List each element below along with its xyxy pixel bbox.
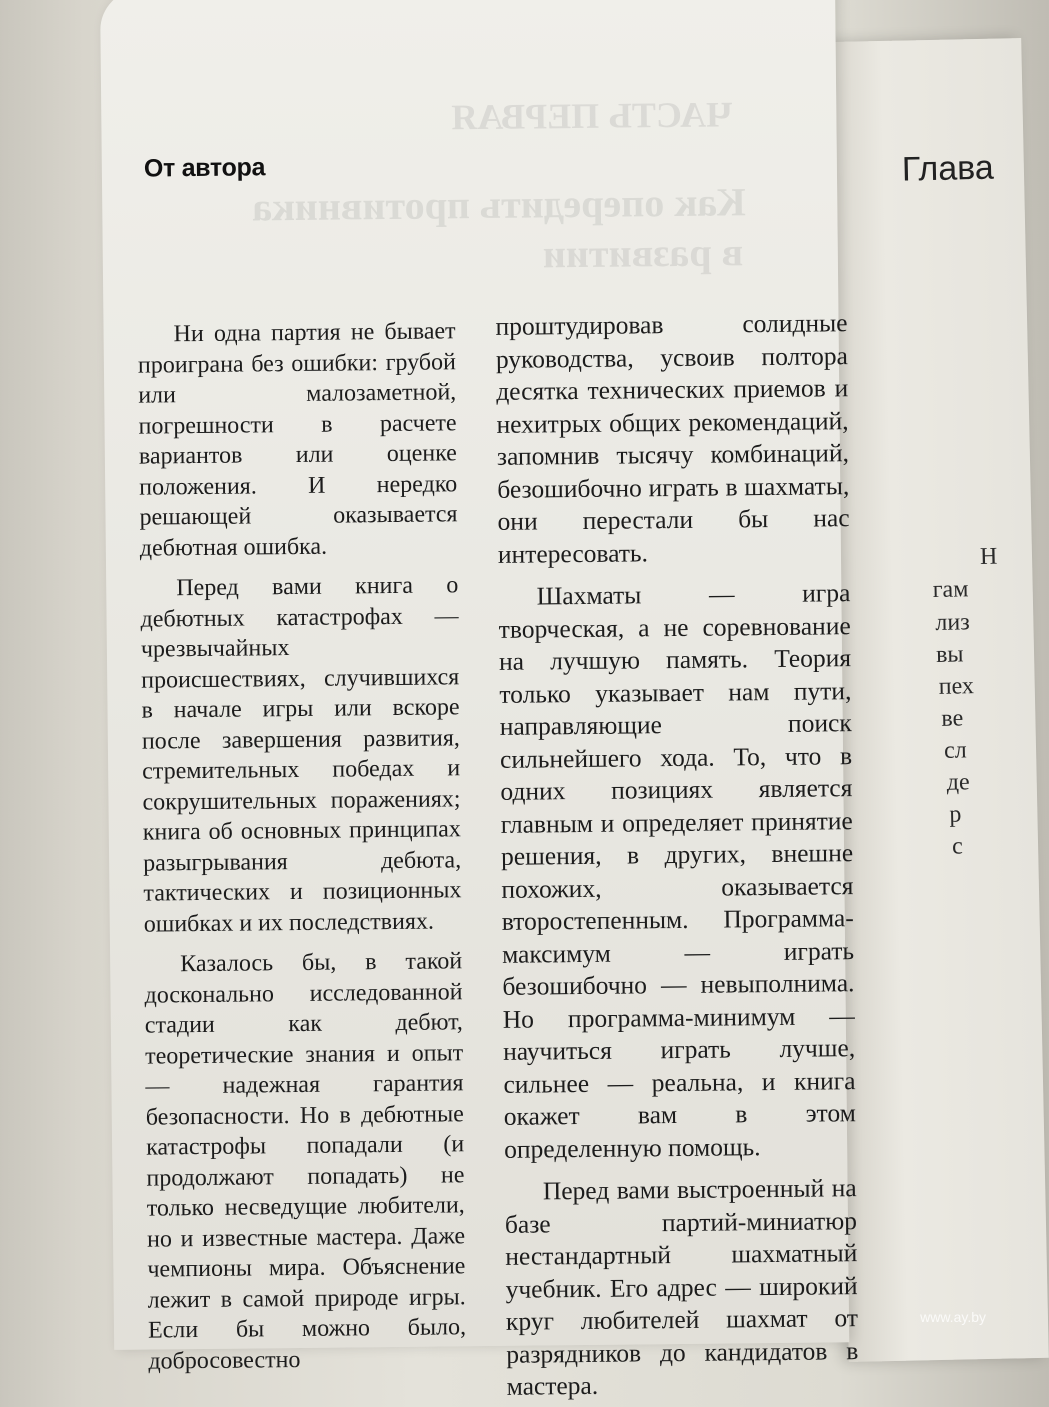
text-column-left [137,316,466,1376]
show-through-text: ЧАСТЬ ПЕРВАЯ [451,94,733,138]
book-page [100,0,859,1401]
facing-page-text-fragment: Н [979,543,998,571]
paragraph: Казалось бы, в такой досконально исследованной стадии как дебют, теоретические знания и опыт — надежная гарантия безопасности. Но в дебютные катастрофы попадали (и продолжают попадать) не только несведущие любители, но и известные мастера. Даже чемпионы мира. Объяснение лежит в самой природе игры. Если бы можно было, добросовестно [144,948,467,1375]
show-through-text: Как опередить противника [252,179,746,230]
facing-page-text-fragment: сл [943,737,967,764]
page-title: От автора [143,153,266,183]
paragraph: Шахматы — игра творческая, а не соревнование на лучшую память. Теория только указывает нам пути, направляющие поиск сильнейшего хода. То, что в одних позициях является главным и определяет принятие решения, в других, внешне похожих, оказывается второстепенным. Программа-максимум — играть безошибочно — невыполнима. Но программа-минимум — научиться играть лучше, сильнее — реальна, и книга окажет вам в этом определенную помощь. [498,578,856,1164]
facing-page-text-fragment: вы [935,641,964,668]
facing-page-text-fragment: де [946,769,970,796]
facing-page-text-fragment: р [949,801,962,828]
watermark: www.ay.by [920,1309,986,1325]
text-column-right [495,307,858,1403]
paragraph: Перед вами выстроенный на базе партий-миниатюр нестандартный шахматный учебник. Его адрес — широкий круг любителей шахмат от разрядников до кандидатов в мастера. [504,1173,859,1401]
facing-page-text-fragment: гам [932,576,969,604]
chapter-heading: Глава [901,148,995,189]
show-through-text: в развитии [542,229,744,277]
facing-page-text-fragment: пех [938,673,975,700]
facing-page-text-fragment: с [951,833,964,860]
facing-page-text-fragment: лиз [935,609,970,636]
paragraph-continuation: проштудировав солидные руководства, усвоив полтора десятка технических приемов и нехитрых общих рекомендаций, запомнив тысячу комбинаций, безошибочно играть в шахматы, они перестали бы нас интересовать. [495,308,850,569]
paragraph: Перед вами книга о дебютных катастрофах — чрезвычайных происшествиях, случившихся в начале игры или вскоре после завершения развития, стремительных победах и сокрушительных поражениях; книга об основных принципах разыгрывания дебюта, тактических и позиционных ошибках и их последствиях. [140,572,462,938]
facing-page-text-fragment: ве [941,705,964,732]
paragraph: Ни одна партия не бывает проиграна без ошибки: грубой или малозаметной, погрешности в расчете вариантов или оценке положения. И нередко решающей оказывается дебютная ошибка. [137,318,458,562]
